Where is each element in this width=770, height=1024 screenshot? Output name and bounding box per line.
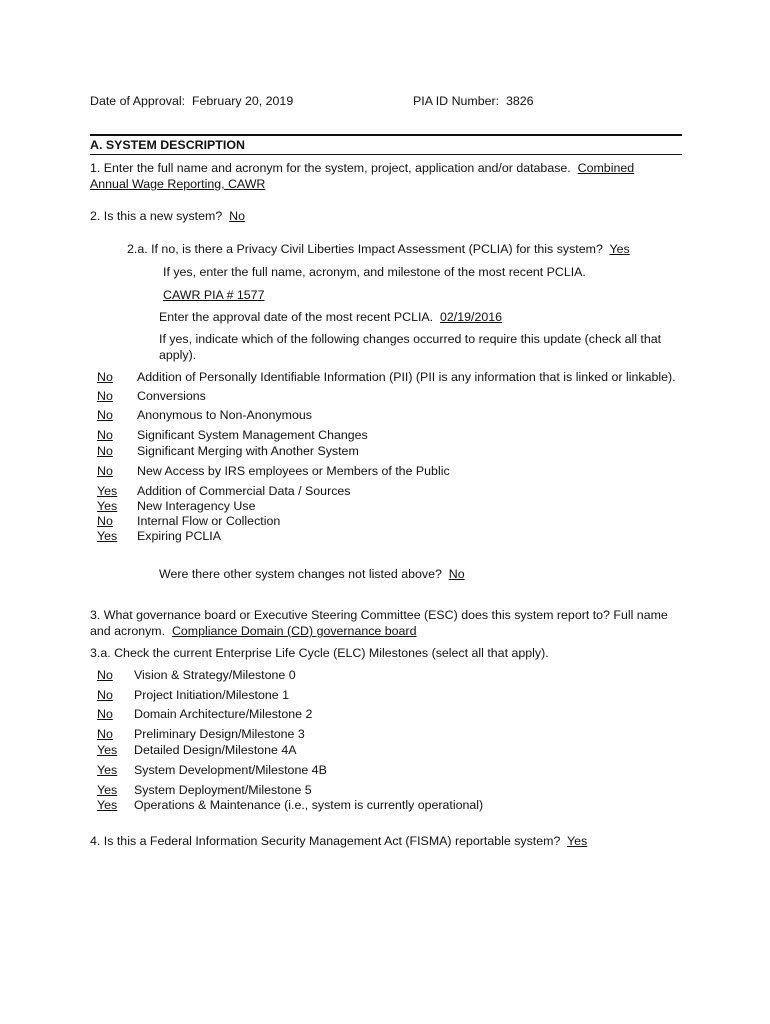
milestone-answer: No [97,668,113,682]
milestone-label: Operations & Maintenance (i.e., system is currently operational) [134,798,484,812]
change-answer: No [97,464,113,478]
question-3-line1: 3. What governance board or Executive Steering Committee (ESC) does this system report to? Full name [90,608,668,622]
answer-3: Compliance Domain (CD) governance board [171,624,417,638]
answer-4: Yes [567,834,588,848]
answer-1a: Combined [577,161,635,175]
milestone-answer: Yes [97,783,118,797]
answer-1b: Annual Wage Reporting, CAWR [90,177,266,191]
change-label: New Access by IRS employees or Members of the Public [137,464,450,478]
question-3a: 3.a. Check the current Enterprise Life Cycle (ELC) Milestones (select all that apply). [90,646,549,660]
milestone-label: Domain Architecture/Milestone 2 [134,707,313,721]
milestone-answer: No [97,727,113,741]
change-label: Anonymous to Non-Anonymous [137,408,312,422]
milestone-label: System Deployment/Milestone 5 [134,783,312,797]
change-label: Addition of Personally Identifiable Information (PII) (PII is any information that is linked or linkable). [137,370,676,384]
changes-prompt-line2: apply). [159,348,197,362]
milestone-answer: No [97,688,113,702]
change-label: New Interagency Use [137,499,256,513]
change-answer: No [97,389,113,403]
milestone-label: Preliminary Design/Milestone 3 [134,727,305,741]
change-label: Significant System Management Changes [137,428,368,442]
section-rule-top [90,134,682,136]
answer-2a: Yes [609,242,630,256]
answer-2: No [229,209,245,223]
change-label: Expiring PCLIA [137,529,222,543]
other-changes-answer: No [448,567,465,581]
milestone-label: Project Initiation/Milestone 1 [134,688,289,702]
change-answer: No [97,370,113,384]
question-2: 2. Is this a new system? No [90,209,245,223]
change-answer: No [97,408,113,422]
section-title: A. SYSTEM DESCRIPTION [90,138,245,152]
changes-prompt-line1: If yes, indicate which of the following changes occurred to require this update (check all that [159,332,662,346]
change-label: Significant Merging with Another System [137,444,359,458]
change-label: Addition of Commercial Data / Sources [137,484,351,498]
section-rule-bottom [90,154,682,155]
pclia-name-prompt: If yes, enter the full name, acronym, and milestone of the most recent PCLIA. [163,265,586,279]
milestone-label: System Development/Milestone 4B [134,763,327,777]
change-answer: Yes [97,529,118,543]
milestone-label: Vision & Strategy/Milestone 0 [134,668,296,682]
question-1: 1. Enter the full name and acronym for the system, project, application and/or database. Combined [90,161,635,175]
change-answer: Yes [97,484,118,498]
change-label: Internal Flow or Collection [137,514,281,528]
milestone-answer: Yes [97,763,118,777]
pia-id-number: PIA ID Number: 3826 [413,94,534,108]
change-answer: No [97,444,113,458]
change-answer: No [97,428,113,442]
question-4: 4. Is this a Federal Information Security Management Act (FISMA) reportable system? Yes [90,834,588,848]
milestone-label: Detailed Design/Milestone 4A [134,743,297,757]
pclia-date: Enter the approval date of the most recent PCLIA. 02/19/2016 [159,310,503,324]
milestone-answer: Yes [97,798,118,812]
other-changes: Were there other system changes not listed above? No [159,567,465,581]
pclia-name-answer: CAWR PIA # 1577 [163,288,265,302]
milestone-answer: Yes [97,743,118,757]
question-2a: 2.a. If no, is there a Privacy Civil Liberties Impact Assessment (PCLIA) for this system? Yes [127,242,630,256]
change-label: Conversions [137,389,206,403]
question-3-line2: and acronym. Compliance Domain (CD) governance board [90,624,417,638]
change-answer: Yes [97,499,118,513]
approval-date: Date of Approval: February 20, 2019 [90,94,294,108]
change-answer: No [97,514,113,528]
pclia-date-answer: 02/19/2016 [440,310,503,324]
milestone-answer: No [97,707,113,721]
